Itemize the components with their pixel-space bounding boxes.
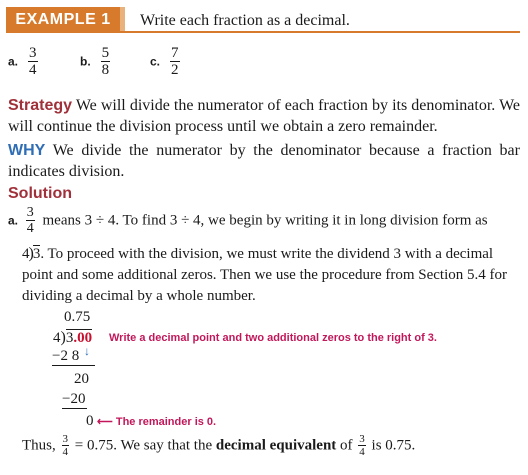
problem-fraction: $\frac{5}{8}$ (101, 45, 110, 78)
ld-dividend-row: 4)3.00 (53, 329, 93, 346)
example-prompt: Write each fraction as a decimal. (140, 12, 350, 29)
left-arrow-icon: ⟵ (97, 416, 113, 428)
why-text: We divide the numerator by the denominator because a fraction bar indicates division. (8, 142, 520, 180)
ld-step1: −2 8 (52, 348, 95, 366)
solution-line1-text: means 3 ÷ 4. To find 3 ÷ 4, we begin by writing it in long division form as (42, 212, 488, 229)
conclusion: Thus, $\frac{3}{4}$ = 0.75. We say that the decimal equivalent of $\frac{3}{4}$ is 0.75. (22, 433, 416, 458)
ld-remainder: 0 (86, 413, 94, 429)
problem-label: a. (8, 54, 19, 69)
conclusion-fraction: $\frac{3}{4}$ (62, 433, 68, 458)
ld-quotient: 0.75 (64, 309, 91, 325)
problem-b (80, 46, 110, 78)
problem-label: b. (80, 54, 91, 69)
strategy-heading: Strategy (8, 97, 73, 114)
tab-accent (120, 7, 125, 32)
note-decimal-point: Write a decimal point and two additional zeros to the right of 3. (109, 332, 437, 344)
example-tab: EXAMPLE 1 (6, 7, 120, 32)
problem-fraction: $\frac{7}{2}$ (171, 45, 179, 78)
inline-division: 4)3 (22, 245, 41, 262)
problem-label: c. (150, 54, 161, 69)
solution-heading: Solution (8, 185, 72, 202)
strategy-text: We will divide the numerator of each fraction by its denominator. We will continue the division process until we obtain a zero remainder. (8, 97, 520, 135)
note-remainder: ⟵ The remainder is 0. (97, 416, 217, 428)
solution-line1 (8, 206, 520, 236)
why-paragraph (8, 140, 520, 182)
ld-step3: −20 (62, 391, 86, 407)
conclusion-fraction-2: $\frac{3}{4}$ (359, 433, 365, 458)
problem-c (150, 46, 180, 78)
strategy-paragraph (8, 95, 520, 137)
solution-paragraph (22, 243, 520, 307)
header-rule (6, 31, 520, 33)
solution-label: a. (8, 213, 19, 228)
decimal-equivalent-term: decimal equivalent (215, 437, 337, 454)
problem-fraction: $\frac{3}{4}$ (29, 45, 37, 78)
problem-a (8, 46, 38, 78)
down-arrow-icon: ↓ (84, 344, 90, 358)
solution-fraction: $\frac{3}{4}$ (26, 205, 34, 236)
ld-step2: 20 (74, 371, 89, 387)
why-heading: WHY (8, 142, 46, 159)
solution-paragraph-text: . To proceed with the division, we must write the dividend 3 with a decimal point and some additional zeros. Then we use the procedure from Section 5.4 for dividing a decimal by a whole number. (22, 246, 508, 304)
